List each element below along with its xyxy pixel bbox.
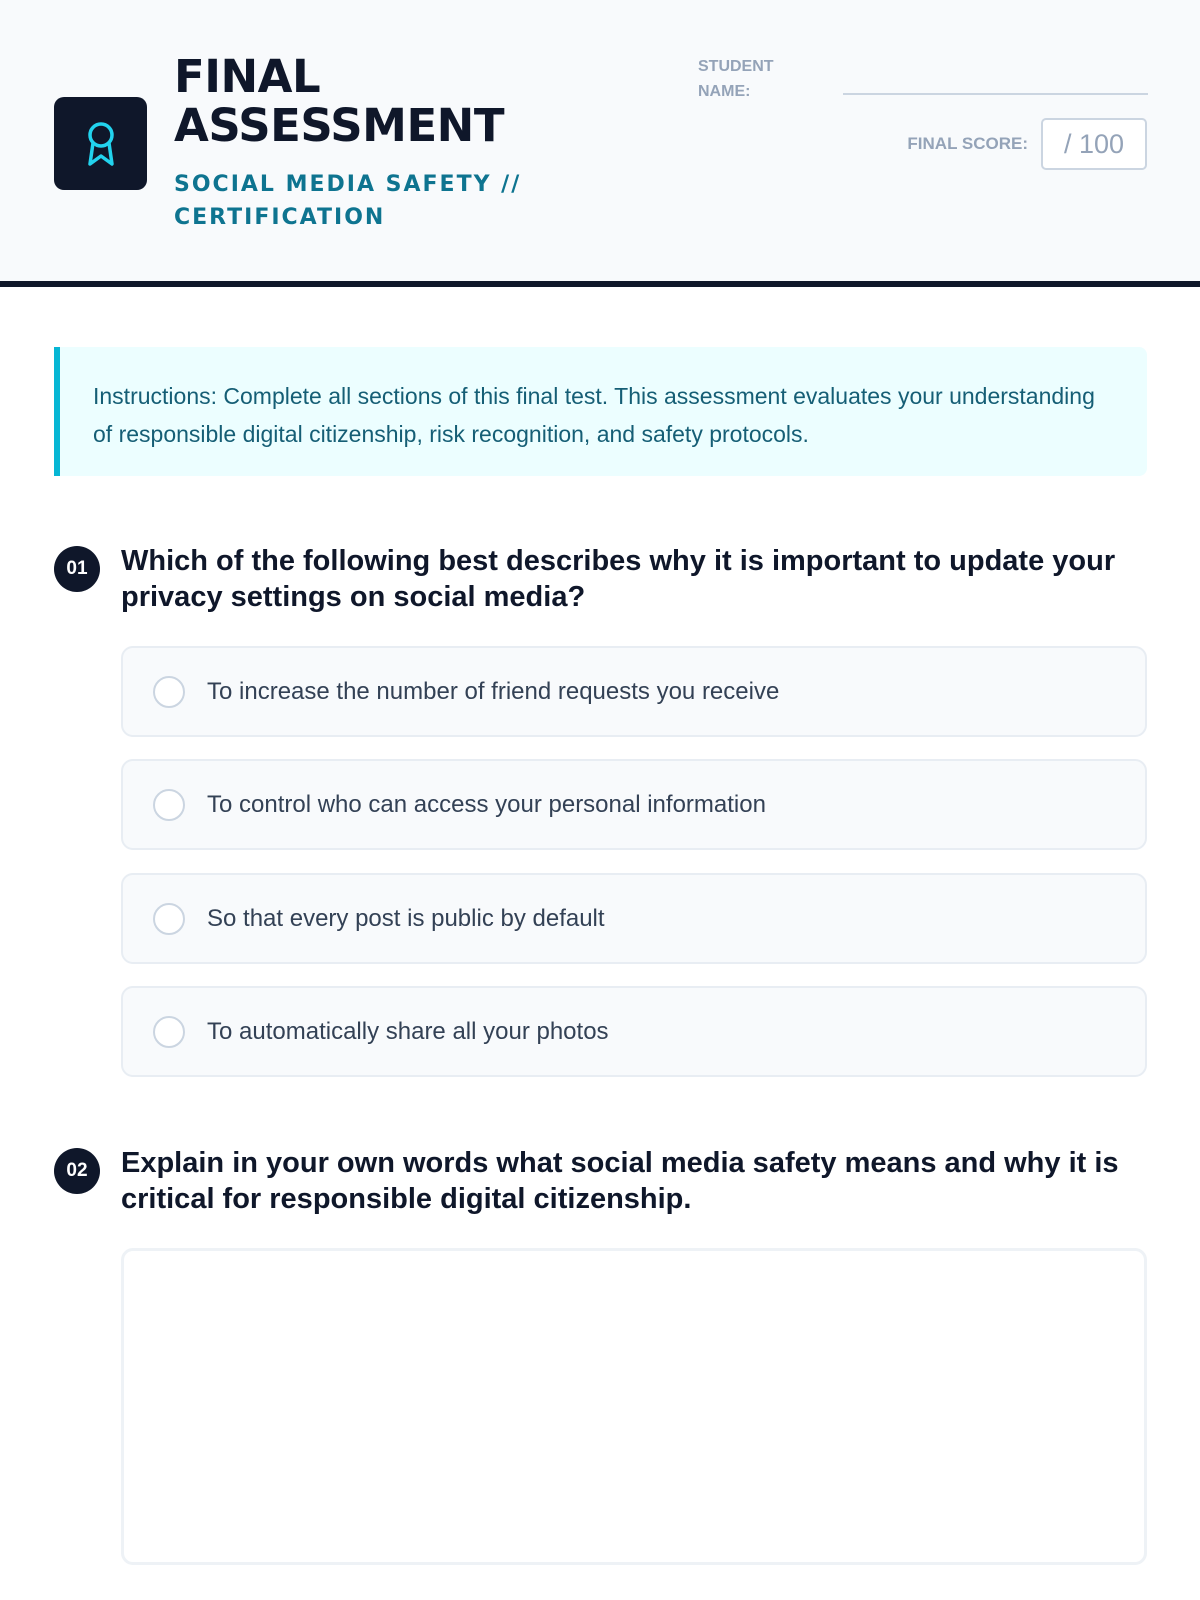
radio-button[interactable] [153,789,185,821]
page-title-line-2: ASSESSMENT [174,99,505,152]
instructions-callout: Instructions: Complete all sections of this final test. This assessment evaluates your understanding of responsible digital citizenship, risk recognition, and safety protocols. [54,347,1147,476]
answer-option-label: To automatically share all your photos [207,1017,609,1045]
question-text: Explain in your own words what social media safety means and why it is critical for responsible digital citizenship. [121,1147,1119,1215]
written-answer-textarea[interactable] [121,1248,1147,1565]
assessment-header [0,0,1200,287]
award-ribbon-icon [84,120,118,168]
radio-button[interactable] [153,903,185,935]
answer-option[interactable] [121,759,1147,850]
radio-button[interactable] [153,676,185,708]
answer-option-label: To increase the number of friend requests you receive [207,677,780,705]
final-score-label: FINAL SCORE: [907,134,1028,153]
radio-button[interactable] [153,1016,185,1048]
answer-option-label: To control who can access your personal information [207,790,766,818]
answer-option[interactable] [121,873,1147,964]
question-number-badge: 02 [54,1148,100,1194]
answer-option[interactable] [121,986,1147,1077]
logo-badge [54,97,147,190]
page-subtitle: SOCIAL MEDIA SAFETY // CERTIFICATION [174,172,522,230]
answer-option[interactable] [121,646,1147,737]
page-title [174,52,504,150]
answer-option-label: So that every post is public by default [207,904,605,932]
page-title-line-1: FINAL [174,50,321,103]
student-name-label: STUDENT NAME: [698,58,774,100]
question-text: Which of the following best describes why it is important to update your privacy settings on social media? [121,545,1116,613]
question-number-badge: 01 [54,546,100,592]
final-score-field[interactable]: / 100 [1041,118,1147,170]
student-name-field[interactable] [843,93,1148,95]
